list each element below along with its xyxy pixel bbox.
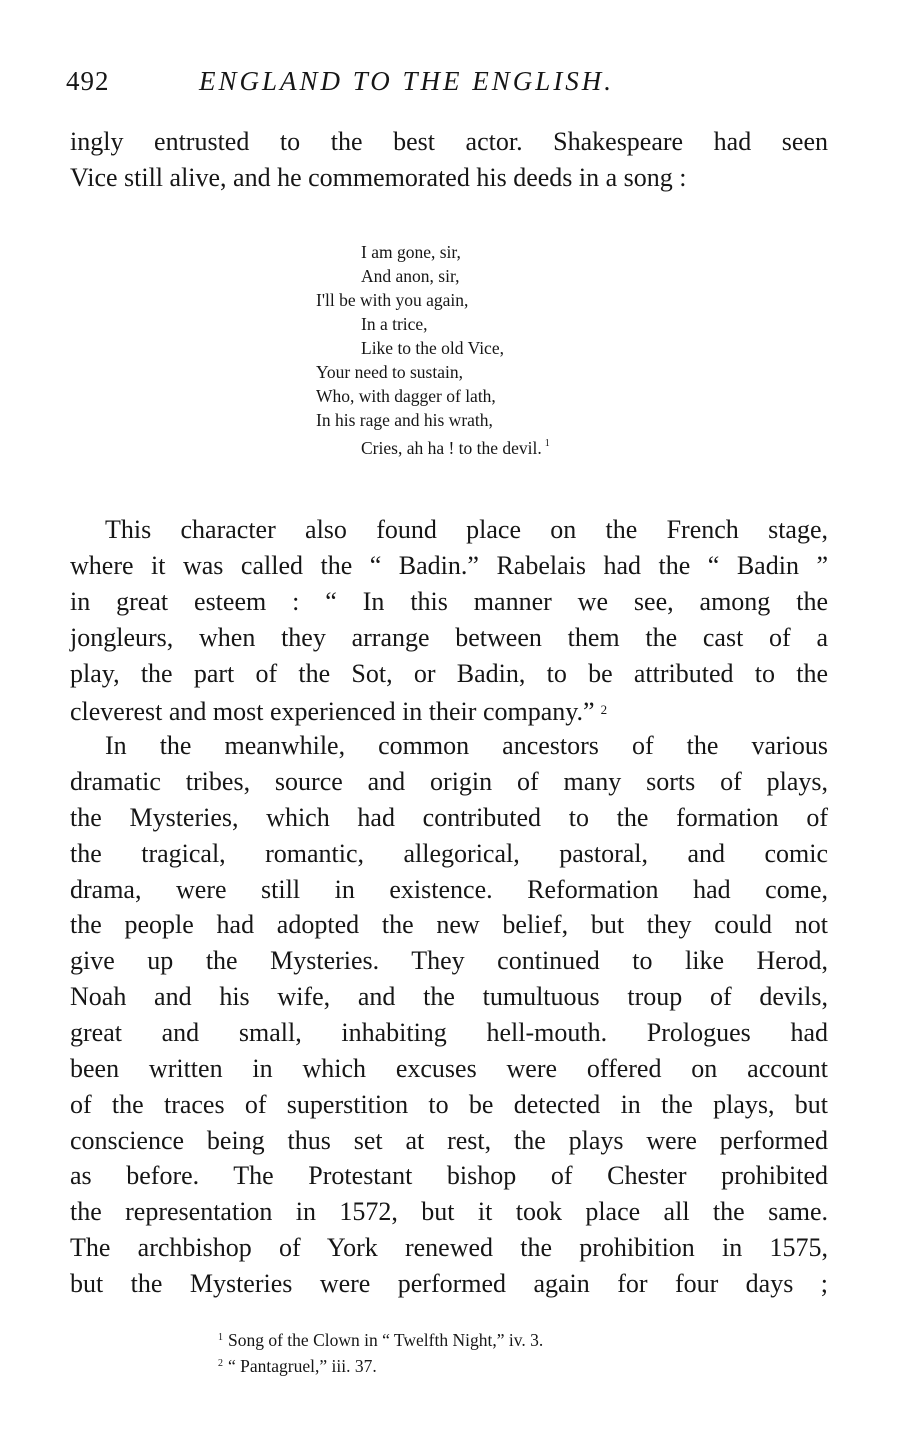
verse-line: In his rage and his wrath, — [316, 410, 493, 430]
footnote-reference: 1 — [544, 438, 550, 449]
paragraph-line: but the Mysteries were performed again for four days ; — [70, 1269, 828, 1298]
verse-line: I am gone, sir, — [361, 242, 461, 262]
paragraph-line: where it was called the “ Badin.” Rabelais had the “ Badin ” — [70, 551, 828, 580]
footnote-mark: 1 — [218, 1332, 223, 1343]
paragraph-line: This character also found place on the French stage, — [105, 515, 828, 544]
verse-line: In a trice, — [361, 314, 428, 334]
footnote — [218, 1327, 543, 1351]
footnote — [218, 1353, 377, 1377]
paragraph-line: conscience being thus set at rest, the plays were performed — [70, 1126, 828, 1155]
paragraph-line: the people had adopted the new belief, but they could not — [70, 910, 828, 939]
paragraph-line: give up the Mysteries. They continued to like Herod, — [70, 946, 828, 975]
page-number: 492 — [66, 66, 110, 96]
verse-line-text: Cries, ah ha ! to the devil. — [361, 438, 542, 458]
paragraph-line: play, the part of the Sot, or Badin, to be attributed to the — [70, 659, 828, 688]
paragraph-line: of the traces of superstition to be detected in the plays, but — [70, 1090, 828, 1119]
paragraph-line-text: cleverest and most experienced in their company.” — [70, 697, 595, 726]
footnote-text: “ Pantagruel,” iii. 37. — [228, 1356, 377, 1376]
page-header — [66, 66, 836, 106]
verse-line: Like to the old Vice, — [361, 338, 504, 358]
verse-line: And anon, sir, — [361, 266, 460, 286]
paragraph-line: drama, were still in existence. Reformation had come, — [70, 875, 828, 904]
paragraph-line: Noah and his wife, and the tumultuous troup of devils, — [70, 982, 828, 1011]
verse-line — [361, 433, 550, 459]
paragraph-line: The archbishop of York renewed the prohibition in 1575, — [70, 1233, 828, 1262]
paragraph-line: the tragical, romantic, allegorical, pastoral, and comic — [70, 839, 828, 868]
paragraph-line — [70, 694, 828, 728]
footnote-reference: 2 — [600, 702, 608, 717]
footnote-mark: 2 — [218, 1358, 223, 1369]
paragraph-line: been written in which excuses were offered on account — [70, 1054, 828, 1083]
paragraph-line: ingly entrusted to the best actor. Shakespeare had seen — [70, 127, 828, 156]
paragraph-line: Vice still alive, and he commemorated his deeds in a song : — [70, 163, 687, 192]
verse-line: Who, with dagger of lath, — [316, 386, 496, 406]
verse-line: I'll be with you again, — [316, 290, 469, 310]
paragraph-line: the Mysteries, which had contributed to the formation of — [70, 803, 828, 832]
running-title: ENGLAND TO THE ENGLISH. — [199, 66, 615, 96]
paragraph-line: as before. The Protestant bishop of Chester prohibited — [70, 1161, 828, 1190]
paragraph-line: in great esteem : “ In this manner we see, among the — [70, 587, 828, 616]
paragraph-line: dramatic tribes, source and origin of many sorts of plays, — [70, 767, 828, 796]
paragraph-line: the representation in 1572, but it took place all the same. — [70, 1197, 828, 1226]
paragraph-line: great and small, inhabiting hell-mouth. Prologues had — [70, 1018, 828, 1047]
paragraph-line: In the meanwhile, common ancestors of the various — [105, 731, 828, 760]
footnote-text: Song of the Clown in “ Twelfth Night,” iv. 3. — [228, 1330, 544, 1350]
paragraph-line: jongleurs, when they arrange between them the cast of a — [70, 623, 828, 652]
verse-line: Your need to sustain, — [316, 362, 463, 382]
